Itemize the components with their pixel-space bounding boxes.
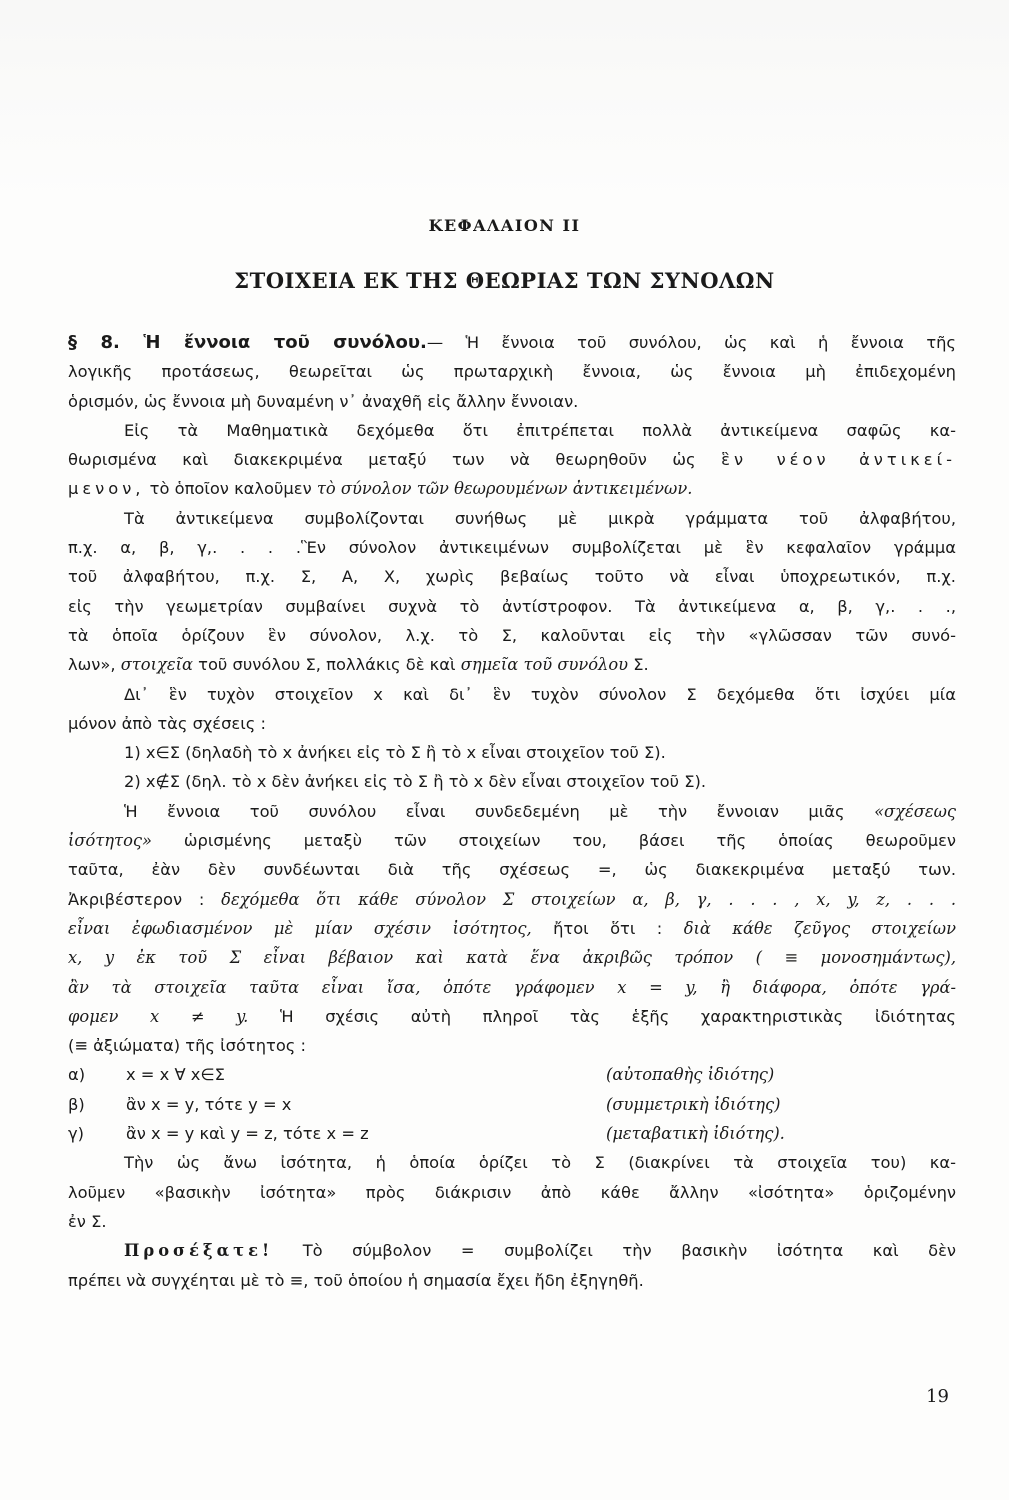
section-heading: § 8. Ἡ ἔννοια τοῦ συνόλου.	[68, 332, 427, 353]
axiom-expression: ἂν x = y, τότε y = x	[126, 1094, 292, 1114]
definition-italic: δεχόμεθα ὅτι κάθε σύνολον Σ στοιχείων α, β, γ, . . . , x, y, z, . . .	[221, 889, 956, 909]
paragraph-line: ἂν τὰ στοιχεῖα ταῦτα εἶναι ἴσα, ὁπότε γράφομεν x = y, ἢ διάφορα, ὁπότε γρά-	[68, 977, 956, 997]
show-through-shadow	[0, 0, 1009, 200]
paragraph-line: § 8. Ἡ ἔννοια τοῦ συνόλου.— Ἡ ἔννοια τοῦ συνόλου, ὡς καὶ ἡ ἔννοια τῆς	[68, 332, 956, 353]
warning-label: Προσέξατε!	[124, 1241, 274, 1261]
relation-item: 1) x∈Σ (δηλαδὴ τὸ x ἀνήκει εἰς τὸ Σ ἢ τὸ x εἶναι στοιχεῖον τοῦ Σ).	[124, 743, 666, 763]
axiom-row	[68, 1090, 956, 1119]
paragraph-line: εἰς τὴν γεωμετρίαν συμβαίνει συχνὰ τὸ ἀντίστροφον. Τὰ ἀντικείμενα α, β, γ,. . .,	[68, 596, 956, 616]
paragraph-line: x, y ἐκ τοῦ Σ εἶναι βέβαιον καὶ κατὰ ἕνα ἀκριβῶς τρόπον ( ≡ μονοσημάντως),	[68, 948, 956, 968]
definition-italic: διὰ κάθε ζεῦγος στοιχείων	[683, 918, 956, 938]
paragraph-line: ὁρισμόν, ὡς ἔννοια μὴ δυναμένη ν᾽ ἀναχθῆ εἰς ἄλλην ἔννοιαν.	[68, 391, 579, 411]
axiom-property: (αὐτοπαθὴς ἰδιότης)	[606, 1065, 775, 1085]
axiom-label: β)	[68, 1094, 85, 1114]
paragraph-line: Προσέξατε! Τὸ σύμβολον = συμβολίζει τὴν βασικὴν ἰσότητα καὶ δὲν	[124, 1241, 956, 1261]
paragraph-line: λων», στοιχεῖα τοῦ συνόλου Σ, πολλάκις δὲ καὶ σημεῖα τοῦ συνόλου Σ.	[68, 655, 649, 675]
axiom-row	[68, 1060, 956, 1089]
axiom-row	[68, 1119, 956, 1148]
defined-term: τὸ σύνολον τῶν θεωρουμένων ἀντικειμένων.	[316, 479, 693, 499]
axiom-expression: x = x ∀ x∈Σ	[126, 1065, 225, 1085]
definition-italic: εἶναι ἐφωδιασμένον μὲ μίαν σχέσιν ἰσότητος,	[68, 918, 532, 938]
paragraph-line: εἶναι ἐφωδιασμένον μὲ μίαν σχέσιν ἰσότητος, ἤτοι ὅτι : διὰ κάθε ζεῦγος στοιχείων	[68, 918, 956, 938]
paragraph-line: λοῦμεν «βασικὴν ἰσότητα» πρὸς διάκρισιν ἀπὸ κάθε ἄλλην «ἰσότητα» ὁριζομένην	[68, 1182, 956, 1202]
axiom-property: (μεταβατικὴ ἰδιότης).	[606, 1124, 785, 1144]
paragraph-line: ἐν Σ.	[68, 1211, 107, 1231]
definition-italic: φομεν x ≠ y.	[68, 1006, 249, 1026]
defined-term: ἰσότητος»	[68, 831, 152, 851]
defined-term: «σχέσεως	[874, 801, 956, 821]
paragraph-line: πρέπει νὰ συγχέηται μὲ τὸ ≡, τοῦ ὁποίου ἡ σημασία ἔχει ἤδη ἐξηγηθῆ.	[68, 1270, 644, 1290]
paragraph-line: Ἀκριβέστερον : δεχόμεθα ὅτι κάθε σύνολον Σ στοιχείων α, β, γ, . . . , x, y, z, . . .	[68, 889, 956, 909]
paragraph-line: θωρισμένα καὶ διακεκριμένα μεταξύ των νὰ θεωρηθοῦν ὡς ἓν νέον ἀντικεί-	[68, 450, 956, 470]
paragraph-line: Δι᾽ ἓν τυχὸν στοιχεῖον x καὶ δι᾽ ἓν τυχὸν σύνολον Σ δεχόμεθα ὅτι ἰσχύει μία	[124, 684, 956, 704]
paragraph-line: λογικῆς προτάσεως, θεωρεῖται ὡς πρωταρχικὴ ἔννοια, ὡς ἔννοια μὴ ἐπιδεχομένη	[68, 362, 956, 382]
paragraph-line: ἰσότητος» ὡρισμένης μεταξὺ τῶν στοιχείων του, βάσει τῆς ὁποίας θεωροῦμεν	[68, 831, 956, 851]
paragraph-line: φομεν x ≠ y. Ἡ σχέσις αὐτὴ πληροῖ τὰς ἑξῆς χαρακτηριστικὰς ἰδιότητας	[68, 1006, 956, 1026]
emphasized-term: μενον,	[68, 479, 145, 499]
chapter-title: ΣΤΟΙΧΕΙΑ ΕΚ ΤΗΣ ΘΕΩΡΙΑΣ ΤΩΝ ΣΥΝΟΛΩΝ	[234, 268, 775, 293]
paragraph-line: (≡ ἀξιώματα) τῆς ἰσότητος :	[68, 1036, 307, 1056]
page-number: 19	[926, 1386, 949, 1407]
paragraph-line: μενον, τὸ ὁποῖον καλοῦμεν τὸ σύνολον τῶν θεωρουμένων ἀντικειμένων.	[68, 479, 693, 499]
axiom-property: (συμμετρικὴ ἰδιότης)	[606, 1094, 781, 1114]
paragraph-line: μόνον ἀπὸ τὰς σχέσεις :	[68, 713, 266, 733]
paragraph-line: τοῦ ἀλφαβήτου, π.χ. Σ, Α, Χ, χωρὶς βεβαίως τοῦτο νὰ εἶναι ὑποχρεωτικόν, π.χ.	[68, 567, 956, 587]
paragraph-line: τὰ ὁποῖα ὁρίζουν ἓν σύνολον, λ.χ. τὸ Σ, καλοῦνται εἰς τὴν «γλῶσσαν τῶν συνό-	[68, 625, 956, 645]
paragraph-line: Εἰς τὰ Μαθηματικὰ δεχόμεθα ὅτι ἐπιτρέπεται πολλὰ ἀντικείμενα σαφῶς κα-	[124, 420, 956, 440]
defined-term: στοιχεῖα	[120, 655, 193, 675]
relation-item: 2) x∉Σ (δηλ. τὸ x δὲν ἀνήκει εἰς τὸ Σ ἢ τὸ x δὲν εἶναι στοιχεῖον τοῦ Σ).	[124, 772, 707, 792]
emphasized-term: ἓν νέον ἀντικεί-	[721, 450, 956, 470]
chapter-label: ΚΕΦΑΛΑΙΟΝ II	[428, 216, 581, 235]
section-body	[68, 328, 956, 1295]
axiom-label: γ)	[68, 1124, 84, 1144]
paragraph-line: π.χ. α, β, γ,. . . .Ἓν σύνολον ἀντικειμένων συμβολίζεται μὲ ἓν κεφαλαῖον γράμμα	[68, 538, 956, 558]
paragraph-line: ταῦτα, ἐὰν δὲν συνδέωνται διὰ τῆς σχέσεως =, ὡς διακεκριμένα μεταξύ των.	[68, 860, 956, 880]
defined-term: σημεῖα τοῦ συνόλου	[460, 655, 629, 675]
paragraph-line: Τὰ ἀντικείμενα συμβολίζονται συνήθως μὲ μικρὰ γράμματα τοῦ ἀλφαβήτου,	[124, 508, 956, 528]
axiom-label: α)	[68, 1065, 86, 1085]
axiom-expression: ἂν x = y καὶ y = z, τότε x = z	[126, 1124, 369, 1144]
paragraph-line: Τὴν ὡς ἄνω ἰσότητα, ἡ ὁποία ὁρίζει τὸ Σ (διακρίνει τὰ στοιχεῖα του) κα-	[124, 1153, 956, 1173]
paragraph-line: Ἡ ἔννοια τοῦ συνόλου εἶναι συνδεδεμένη μὲ τὴν ἔννοιαν μιᾶς «σχέσεως	[124, 801, 956, 821]
